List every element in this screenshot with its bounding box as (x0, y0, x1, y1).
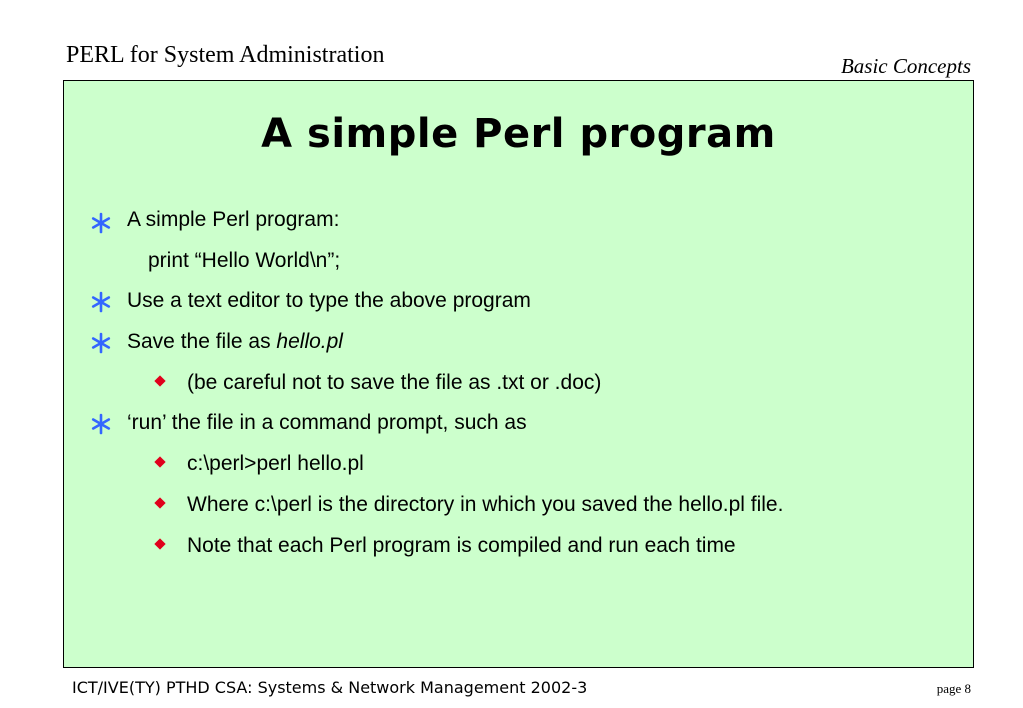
bullet-text: ‘run’ the file in a command prompt, such as (127, 411, 527, 434)
course-footer: ICT/IVE(TY) PTHD CSA: Systems & Network Management 2002-3 (72, 678, 588, 697)
presentation-title: PERL for System Administration (66, 42, 385, 68)
page-number: page 8 (936, 681, 971, 696)
slide-content-box (63, 80, 974, 668)
filename-text: hello.pl (276, 330, 343, 353)
asterisk-icon (90, 212, 112, 234)
sub-bullet-text: Note that each Perl program is compiled and run each time (187, 534, 736, 557)
sub-bullet-text: c:\perl>perl hello.pl (187, 452, 364, 475)
diamond-icon (154, 538, 165, 549)
bullet-text: A simple Perl program: (127, 208, 340, 231)
diamond-icon (154, 375, 165, 386)
sub-bullet-text: (be careful not to save the file as .txt or .doc) (187, 371, 602, 394)
asterisk-icon (90, 291, 112, 313)
diamond-icon (154, 456, 165, 467)
code-line: print “Hello World\n”; (148, 249, 341, 272)
sub-bullet-text: Where c:\perl is the directory in which you saved the hello.pl file. (187, 493, 784, 516)
bullet-text (127, 330, 343, 354)
diamond-icon (154, 497, 165, 508)
slide-title: A simple Perl program (261, 111, 776, 157)
bullet-text-prefix: Save the file as (127, 330, 277, 353)
bullet-text: Use a text editor to type the above program (127, 289, 531, 312)
asterisk-icon (90, 332, 112, 354)
asterisk-icon (90, 413, 112, 435)
section-title: Basic Concepts (840, 54, 971, 78)
